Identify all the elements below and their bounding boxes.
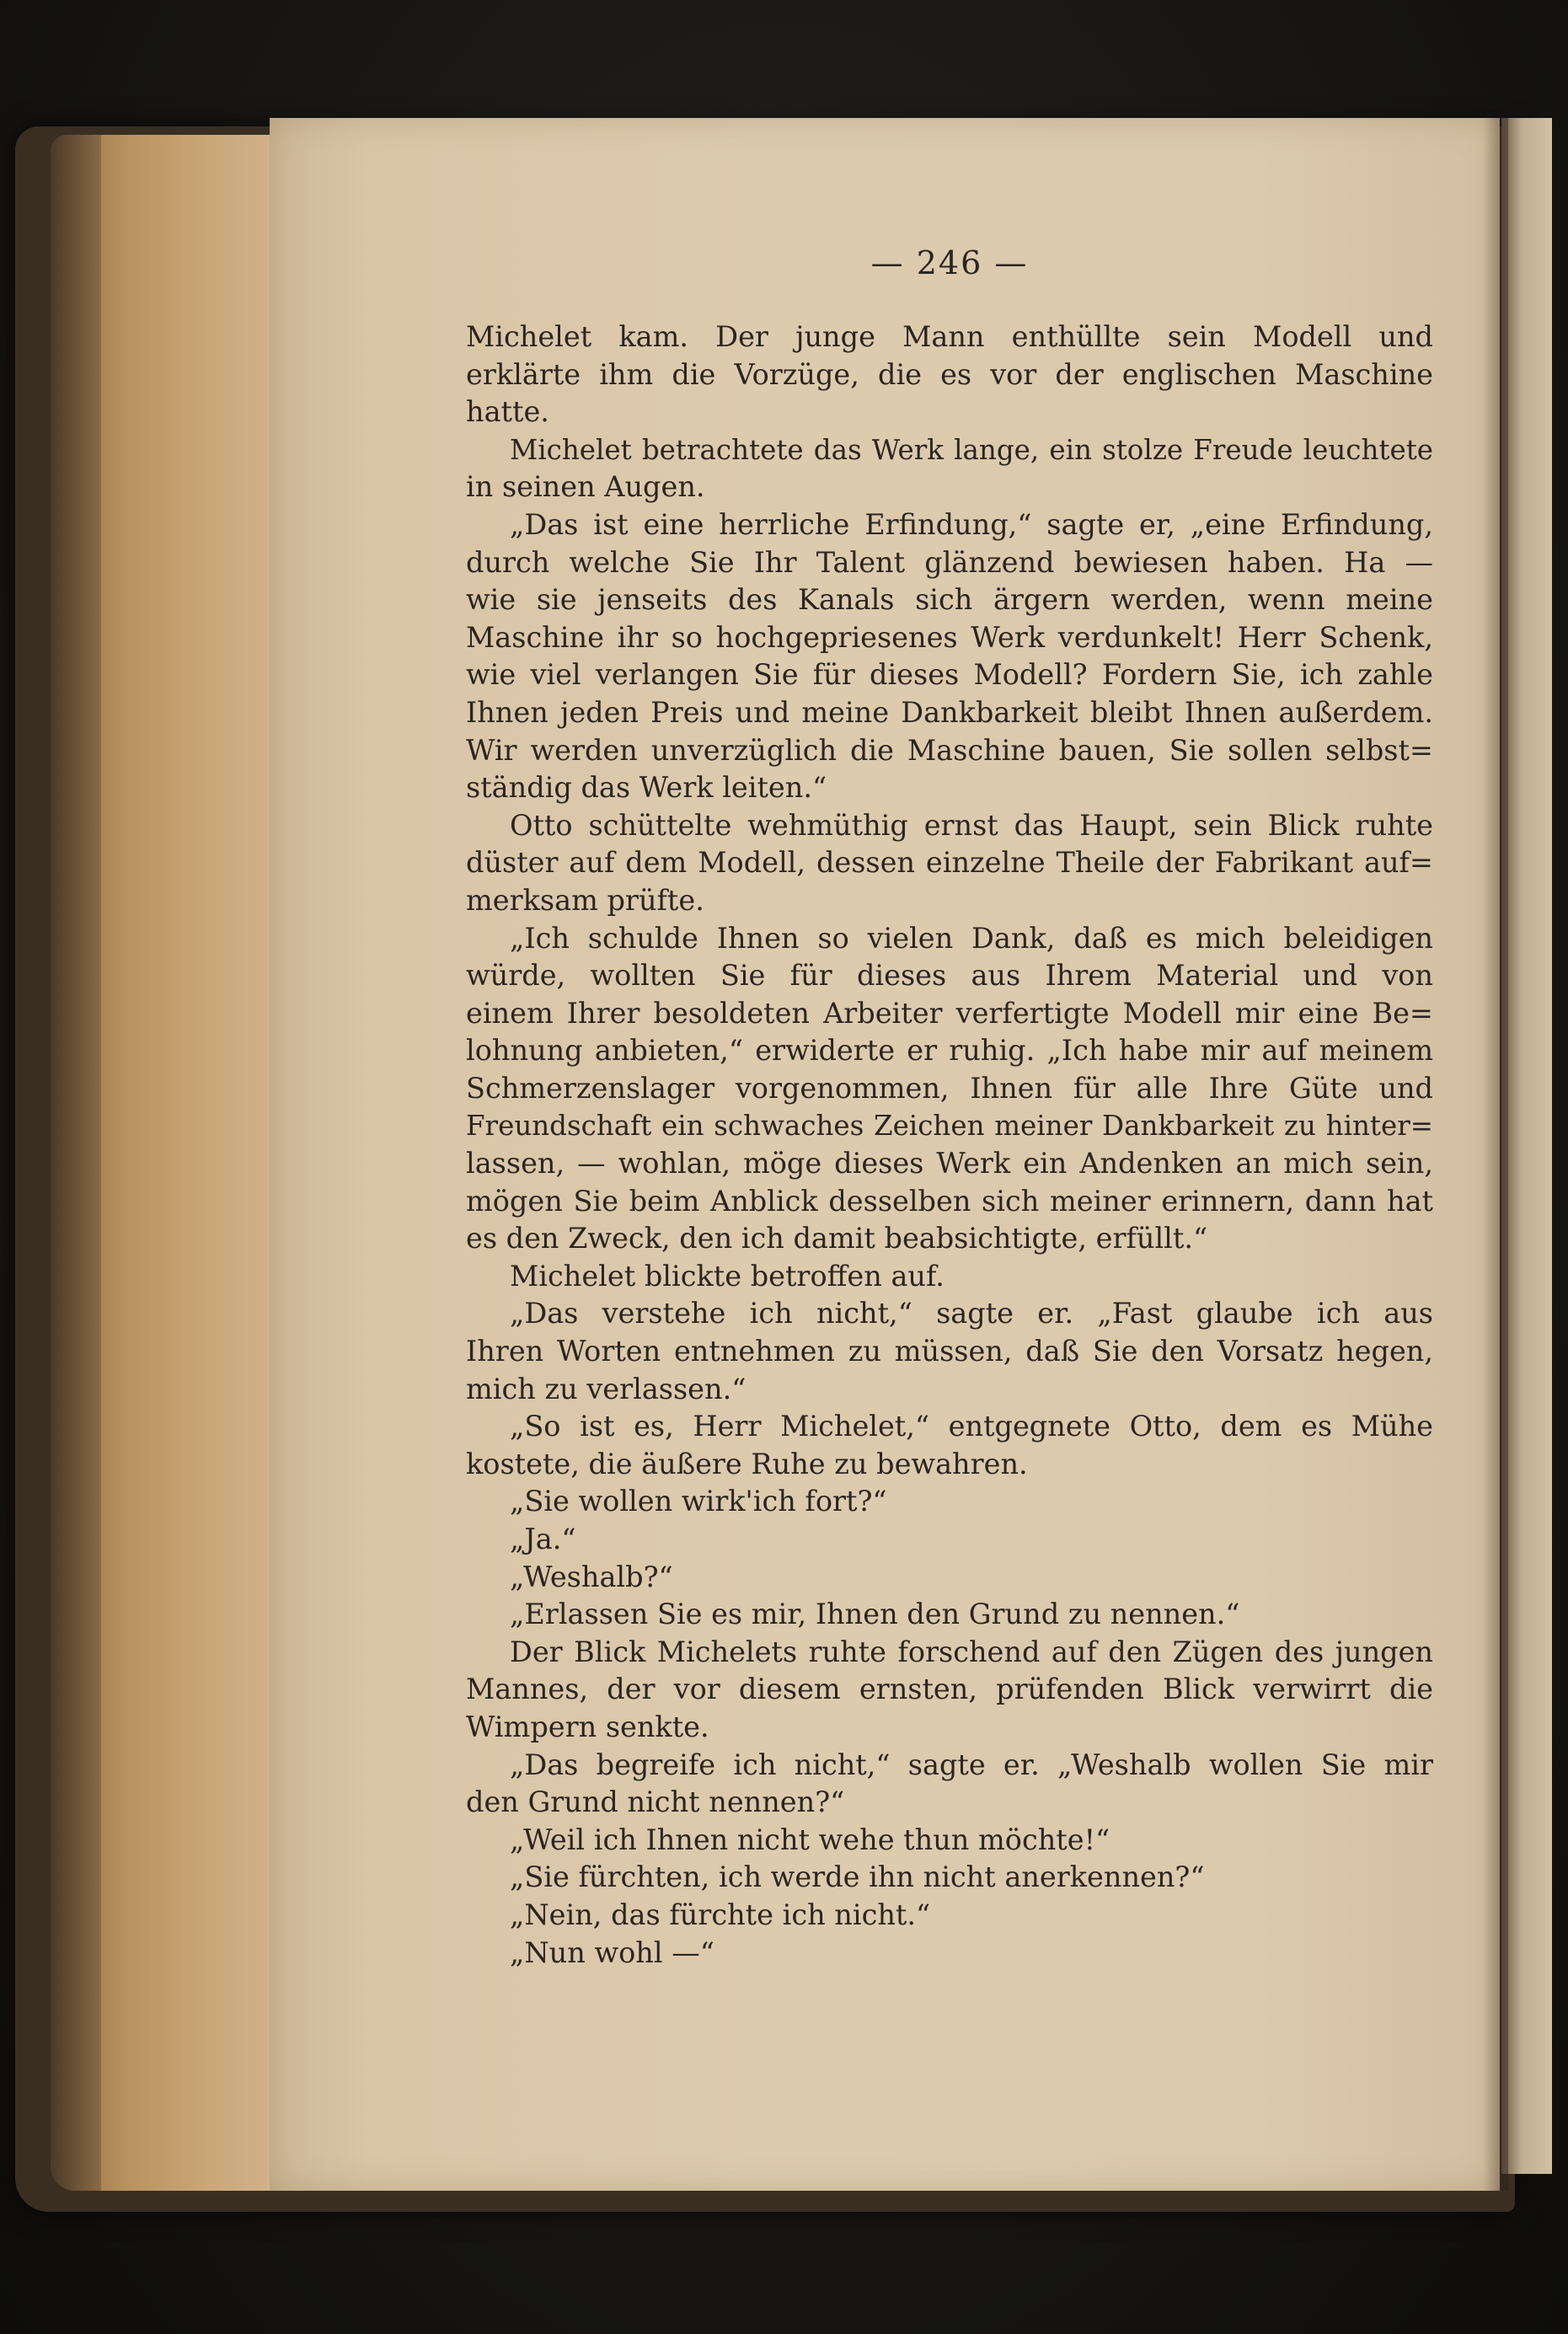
text-line: mögen Sie beim Anblick desselben sich meiner erinnern, dann hat xyxy=(466,1184,1433,1218)
text-line: „Das begreife ich nicht,“ sagte er. „Weshalb wollen Sie mir xyxy=(510,1748,1433,1781)
spine-shadow xyxy=(1483,118,1508,2191)
text-line: Ihnen jeden Preis und meine Dankbarkeit bleibt Ihnen außerdem. xyxy=(466,695,1433,729)
text-line: Michelet betrachtete das Werk lange, ein stolze Freude leuchtete xyxy=(510,433,1433,466)
text-line: ständig das Werk leiten.“ xyxy=(466,771,827,805)
text-line: würde, wollten Sie für dieses aus Ihrem Material und von xyxy=(466,959,1433,993)
text-line: „Erlassen Sie es mir, Ihnen den Grund zu nennen.“ xyxy=(510,1598,1240,1631)
text-line: kostete, die äußere Ruhe zu bewahren. xyxy=(466,1447,1028,1480)
facing-page-edge xyxy=(1501,118,1552,2174)
text-line: Schmerzenslager vorgenommen, Ihnen für alle Ihre Güte und xyxy=(466,1071,1433,1105)
text-line: Der Blick Michelets ruhte forschend auf den Zügen des jungen xyxy=(510,1635,1433,1668)
text-line: düster auf dem Modell, dessen einzelne Theile der Fabrikant auf= xyxy=(466,846,1433,880)
text-line: in seinen Augen. xyxy=(466,470,705,504)
text-line: Michelet blickte betroffen auf. xyxy=(510,1259,945,1293)
text-line: hatte. xyxy=(466,395,549,429)
text-line: „Nein, das fürchte ich nicht.“ xyxy=(510,1898,931,1931)
text-line: Wir werden unverzüglich die Maschine bauen, Sie sollen selbst= xyxy=(466,733,1433,767)
text-line: „Sie fürchten, ich werde ihn nicht anerkennen?“ xyxy=(510,1860,1205,1894)
text-line: „Das ist eine herrliche Erfindung,“ sagte er, „eine Erfindung, xyxy=(510,507,1433,541)
text-line: einem Ihrer besoldeten Arbeiter verfertigte Modell mir eine Be= xyxy=(466,996,1433,1030)
text-line: Mannes, der vor diesem ernsten, prüfenden Blick verwirrt die xyxy=(466,1673,1433,1706)
page-stack-edge xyxy=(51,135,303,2191)
text-line: lohnung anbieten,“ erwiderte er ruhig. „Ich habe mir auf meinem xyxy=(466,1034,1433,1068)
text-line: Ihren Worten entnehmen zu müssen, daß Sie den Vorsatz hegen, xyxy=(466,1335,1433,1368)
text-line: Michelet kam. Der junge Mann enthüllte sein Modell und xyxy=(466,320,1433,353)
text-line: merksam prüfte. xyxy=(466,883,704,917)
text-line: „Weshalb?“ xyxy=(510,1560,673,1593)
text-line: es den Zweck, den ich damit beabsichtigte, erfüllt.“ xyxy=(466,1222,1208,1255)
text-line: den Grund nicht nennen?“ xyxy=(466,1785,845,1819)
text-line: erklärte ihm die Vorzüge, die es vor der englischen Maschine xyxy=(466,357,1433,391)
text-line: „Das verstehe ich nicht,“ sagte er. „Fast glaube ich aus xyxy=(510,1297,1433,1330)
text-line: Otto schüttelte wehmüthig ernst das Haupt, sein Blick ruhte xyxy=(510,808,1433,842)
text-line: „Ich schulde Ihnen so vielen Dank, daß es mich beleidigen xyxy=(510,921,1433,955)
text-line: wie viel verlangen Sie für dieses Modell? Fordern Sie, ich zahle xyxy=(466,658,1433,692)
text-line: „Sie wollen wirk'ich fort?“ xyxy=(510,1485,887,1518)
text-line: „Ja.“ xyxy=(510,1523,576,1555)
text-line: Maschine ihr so hochgepriesenes Werk verdunkelt! Herr Schenk, xyxy=(466,620,1433,654)
text-line: Freundschaft ein schwaches Zeichen meiner Dankbarkeit zu hinter= xyxy=(466,1110,1433,1143)
page-number: — 246 — xyxy=(870,244,1029,281)
text-line: „So ist es, Herr Michelet,“ entgegnete Otto, dem es Mühe xyxy=(510,1410,1433,1443)
text-line: „Weil ich Ihnen nicht wehe thun möchte!“ xyxy=(510,1823,1110,1856)
text-line: durch welche Sie Ihr Talent glänzend bewiesen haben. Ha — xyxy=(466,545,1433,579)
text-line: mich zu verlassen.“ xyxy=(466,1372,747,1405)
text-line: Wimpern senkte. xyxy=(466,1710,709,1743)
text-line: „Nun wohl —“ xyxy=(510,1935,714,1969)
text-line: wie sie jenseits des Kanals sich ärgern werden, wenn meine xyxy=(466,583,1433,617)
text-line: lassen, — wohlan, möge dieses Werk ein Andenken an mich sein, xyxy=(466,1147,1433,1180)
text-lines xyxy=(466,319,1433,1972)
